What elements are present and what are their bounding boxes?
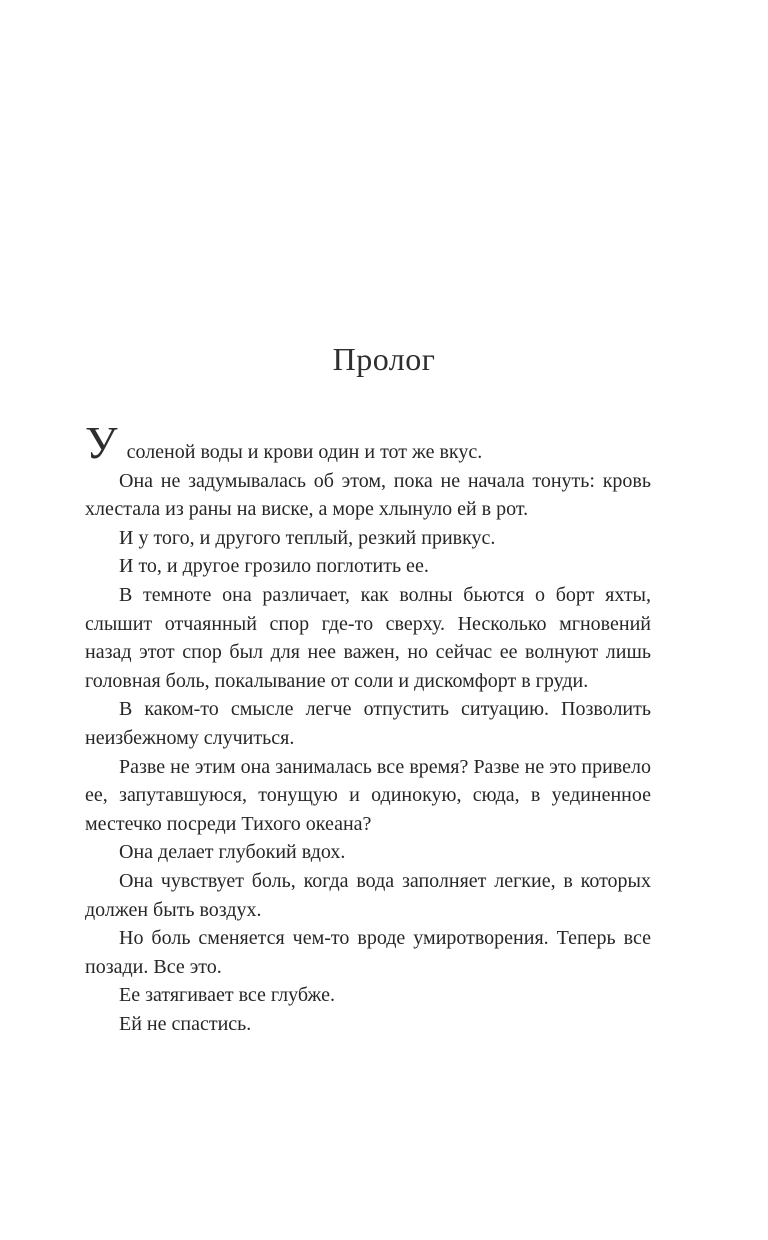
paragraph: Она делает глубокий вдох.: [119, 841, 346, 864]
paragraph: Ей не спастись.: [119, 1012, 252, 1035]
paragraph: В темноте она различает, как волны бьются о борт яхты, слышит отчаянный спор где-то сверху. Несколько мгновений назад этот спор был для нее важен, но сейчас ее волнуют лишь головная боль, покалывание от соли и дискомфорт в груди.: [85, 583, 651, 692]
paragraph: И то, и другое грозило поглотить ее.: [119, 555, 429, 578]
paragraph: В каком-то смысле легче отпустить ситуацию. Позволить неизбежному случиться.: [85, 698, 651, 749]
chapter-title: Пролог: [332, 341, 436, 377]
paragraph: Она не задумывалась об этом, пока не начала тонуть: кровь хлестала из раны на виске, а море хлынуло ей в рот.: [85, 469, 651, 521]
paragraph: Разве не этим она занималась все время? Разве не это привело ее, запутавшуюся, тонущую и одинокую, сюда, в уединенное местечко посреди Тихого океана?: [85, 755, 651, 835]
paragraph-first: [85, 417, 651, 468]
paragraph: Она чувствует боль, когда вода заполняет легкие, в которых должен быть воздух.: [85, 869, 651, 921]
paragraph: Ее затягивает все глубже.: [119, 984, 335, 1007]
first-paragraph-text: соленой воды и крови один и тот же вкус.: [126, 441, 483, 463]
paragraph: И у того, и другого теплый, резкий привкус.: [119, 526, 496, 549]
body-text: [85, 417, 651, 1038]
dropcap-initial: У: [85, 417, 118, 468]
paragraph: Но боль сменяется чем-то вроде умиротворения. Теперь все позади. Все это.: [85, 927, 651, 978]
